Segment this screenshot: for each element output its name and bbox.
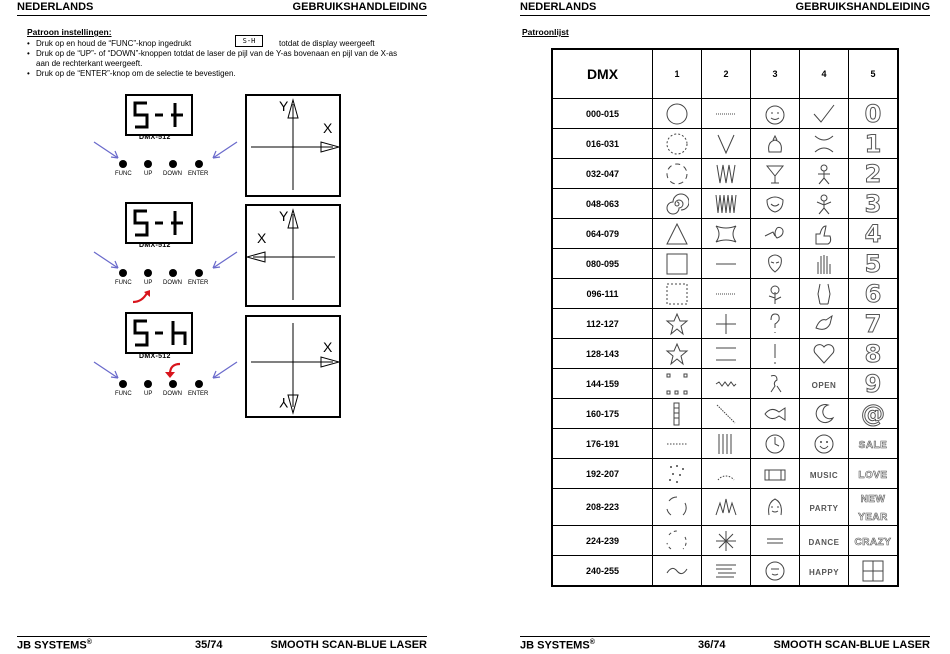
pattern-cell: [751, 339, 800, 369]
model-label-2: DMX-512: [139, 242, 171, 249]
axis-icon: [247, 206, 339, 305]
pattern-icon: [812, 102, 836, 126]
section-title: Patroon instellingen:: [27, 27, 112, 37]
btn-label-func: FUNC: [115, 280, 132, 286]
pattern-icon: [665, 462, 689, 486]
header-rule: [17, 15, 427, 16]
btn-label-enter: ENTER: [188, 391, 209, 397]
pattern-icon: [714, 495, 738, 519]
left-page: NEDERLANDS GEBRUIKSHANDLEIDING Patroon instellingen: • Druk op en houd de “FUNC”-knop ingedrukt totdat de display weergeeft S-H • Druk op de “UP”- of “DOWN”-knoppen totdat de laser de pijl van de Y-as bovenaan en pijl van de X-as aan de rechterkant weergeeft. • Druk op de “ENTER”-knop om de selectie te bevestigen. DMX-512 FUNC UP DOWN ENTER Y X DMX-512 FUNC UP DOWN ENTER Y X DMX-512 FUNC UP DOWN ENTER Y X JB SYSTEMS® 35/74 SMOOTH SCAN-BLUE LASER: [17, 1, 427, 652]
led-down[interactable]: [169, 380, 177, 388]
pattern-icon: [714, 462, 738, 486]
pattern-icon: [763, 102, 787, 126]
range-cell: 000-015: [552, 99, 653, 129]
page-footer: [17, 639, 427, 653]
table-row: [552, 489, 898, 526]
header-cell: 5: [849, 49, 899, 99]
pattern-icon: [763, 342, 787, 366]
pattern-cell: [800, 399, 849, 429]
header-manual: GEBRUIKSHANDLEIDING: [795, 1, 930, 13]
pattern-cell: [800, 99, 849, 129]
pattern-table: [551, 48, 899, 587]
pattern-icon: [812, 222, 836, 246]
pattern-text: 3: [864, 189, 882, 218]
arrow-icon: [92, 140, 132, 162]
pattern-icon: [763, 462, 787, 486]
pattern-cell: [800, 369, 849, 399]
pattern-text: 8: [864, 339, 882, 368]
bullet-2-line2: aan de rechterkant weergeeft.: [36, 59, 143, 68]
pattern-cell: [751, 526, 800, 556]
pattern-cell: [702, 369, 751, 399]
footer-product: SMOOTH SCAN-BLUE LASER: [773, 639, 930, 651]
pattern-icon: [763, 559, 787, 583]
curved-arrow-icon: [130, 288, 154, 304]
pattern-text: OPEN: [811, 380, 837, 390]
footer-rule: [17, 636, 427, 637]
pattern-cell: [653, 369, 702, 399]
pattern-cell: [702, 249, 751, 279]
range-cell: 240-255: [552, 556, 653, 587]
header-manual: GEBRUIKSHANDLEIDING: [292, 1, 427, 13]
led-enter[interactable]: [195, 380, 203, 388]
pattern-icon: [714, 102, 738, 126]
pattern-cell: [653, 219, 702, 249]
pattern-icon: [763, 372, 787, 396]
pattern-text: 5: [864, 249, 882, 278]
pattern-cell: [751, 219, 800, 249]
led-enter[interactable]: [195, 269, 203, 277]
header-cell: 4: [800, 49, 849, 99]
axis-label-x: X: [323, 339, 333, 355]
btn-label-down: DOWN: [163, 280, 182, 286]
footer-brand: JB SYSTEMS®: [17, 639, 92, 652]
header-cell: 3: [751, 49, 800, 99]
pattern-cell: [751, 429, 800, 459]
pattern-text: CRAZY: [854, 536, 892, 548]
pattern-cell: [751, 489, 800, 526]
display-1: [125, 94, 193, 136]
pattern-icon: [763, 432, 787, 456]
model-label-1: DMX-512: [139, 134, 171, 141]
pattern-cell: [849, 459, 899, 489]
pattern-text: 0: [864, 99, 882, 128]
pattern-icon: [714, 282, 738, 306]
pattern-icon: [763, 222, 787, 246]
table-row: [552, 159, 898, 189]
table-row: [552, 526, 898, 556]
pattern-icon: [763, 282, 787, 306]
pattern-icon: [665, 432, 689, 456]
pattern-icon: [861, 559, 885, 583]
range-cell: 176-191: [552, 429, 653, 459]
footer-product: SMOOTH SCAN-BLUE LASER: [270, 639, 427, 651]
pattern-text: 2: [864, 159, 882, 188]
pattern-cell: [653, 99, 702, 129]
pattern-cell: [702, 279, 751, 309]
btn-label-up: UP: [144, 391, 153, 397]
pattern-cell: [800, 159, 849, 189]
table-row: [552, 129, 898, 159]
pattern-text: LOVE: [858, 469, 888, 481]
pattern-cell: [800, 219, 849, 249]
axis-label-y: Y: [279, 208, 289, 224]
pattern-cell: [702, 399, 751, 429]
pattern-text: @: [861, 399, 885, 428]
footer-page-number: 35/74: [195, 639, 223, 651]
pattern-icon: [714, 402, 738, 426]
pattern-cell: [653, 429, 702, 459]
axis-diagram-1: [245, 94, 341, 197]
pattern-cell: [653, 556, 702, 587]
btn-label-func: FUNC: [115, 391, 132, 397]
pattern-icon: [665, 402, 689, 426]
arrow-icon: [199, 250, 239, 272]
bullet-2-line1: Druk op de “UP”- of “DOWN”-knoppen totdat de laser de pijl van de Y-as bovenaan en pijl van de X-as: [36, 49, 398, 58]
btn-label-up: UP: [144, 280, 153, 286]
pattern-icon: [665, 222, 689, 246]
pattern-icon: [812, 402, 836, 426]
pattern-icon: [763, 402, 787, 426]
btn-label-enter: ENTER: [188, 280, 209, 286]
pattern-text: 9: [864, 369, 882, 398]
pattern-cell: [702, 489, 751, 526]
range-cell: 192-207: [552, 459, 653, 489]
pattern-cell: [653, 526, 702, 556]
pattern-icon: [812, 132, 836, 156]
btn-label-func: FUNC: [115, 171, 132, 177]
pattern-cell: [849, 399, 899, 429]
header-cell: 1: [653, 49, 702, 99]
range-cell: 160-175: [552, 399, 653, 429]
table-row: [552, 99, 898, 129]
pattern-icon: [714, 132, 738, 156]
pattern-icon: [714, 529, 738, 553]
range-cell: 048-063: [552, 189, 653, 219]
pattern-cell: [751, 309, 800, 339]
axis-label-y: Y: [279, 98, 289, 114]
pattern-icon: [714, 192, 738, 216]
range-cell: 016-031: [552, 129, 653, 159]
seven-seg-icon: [127, 204, 191, 242]
pattern-text: NEW YEAR: [858, 494, 888, 523]
pattern-cell: [849, 556, 899, 587]
header-cell: DMX: [552, 49, 653, 99]
pattern-icon: [714, 432, 738, 456]
pattern-cell: [702, 556, 751, 587]
pattern-cell: [800, 129, 849, 159]
axis-label-x: X: [257, 230, 267, 246]
pattern-cell: [800, 279, 849, 309]
pattern-icon: [665, 372, 689, 396]
table-row: [552, 556, 898, 587]
pattern-icon: [714, 162, 738, 186]
pattern-cell: [751, 129, 800, 159]
range-cell: 128-143: [552, 339, 653, 369]
pattern-cell: [653, 459, 702, 489]
pattern-icon: [812, 342, 836, 366]
pattern-icon: [812, 252, 836, 276]
footer-brand: JB SYSTEMS®: [520, 639, 595, 652]
pattern-cell: [849, 489, 899, 526]
pattern-text: MUSIC: [809, 470, 839, 480]
arrow-icon: [92, 360, 132, 382]
pattern-icon: [665, 252, 689, 276]
btn-label-up: UP: [144, 171, 153, 177]
range-cell: 208-223: [552, 489, 653, 526]
pattern-cell: [702, 99, 751, 129]
range-cell: 144-159: [552, 369, 653, 399]
pattern-cell: [751, 556, 800, 587]
pattern-cell: [849, 309, 899, 339]
pattern-cell: [653, 279, 702, 309]
btn-label-down: DOWN: [163, 391, 182, 397]
axis-icon: [247, 96, 339, 195]
pattern-icon: [763, 495, 787, 519]
axis-diagram-3: [245, 315, 341, 418]
pattern-cell: [653, 159, 702, 189]
pattern-cell: [849, 219, 899, 249]
table-row: [552, 249, 898, 279]
pattern-cell: [702, 309, 751, 339]
range-cell: 224-239: [552, 526, 653, 556]
seven-seg-icon: [127, 96, 191, 134]
footer-rule: [520, 636, 930, 637]
pattern-cell: [849, 526, 899, 556]
pattern-icon: [665, 102, 689, 126]
pattern-text: PARTY: [809, 504, 839, 513]
pattern-icon: [812, 282, 836, 306]
axis-diagram-2: [245, 204, 341, 307]
pattern-icon: [665, 132, 689, 156]
axis-label-y: Y: [279, 395, 289, 411]
arrow-icon: [199, 360, 239, 382]
table-row: [552, 189, 898, 219]
table-row: [552, 279, 898, 309]
led-up[interactable]: [144, 160, 152, 168]
seven-seg-icon: [127, 314, 191, 352]
pattern-icon: [812, 432, 836, 456]
pattern-cell: [751, 459, 800, 489]
pattern-icon: [665, 162, 689, 186]
led-func[interactable]: [119, 380, 127, 388]
pattern-text: 6: [864, 279, 882, 308]
axis-label-x: X: [323, 120, 333, 136]
led-func[interactable]: [119, 160, 127, 168]
display-3: [125, 312, 193, 354]
range-cell: 096-111: [552, 279, 653, 309]
pattern-cell: [653, 339, 702, 369]
pattern-cell: [653, 489, 702, 526]
pattern-icon: [763, 529, 787, 553]
pattern-table-body: [552, 99, 898, 587]
table-header-row: [552, 49, 898, 99]
pattern-icon: [665, 495, 689, 519]
display-2: [125, 202, 193, 244]
pattern-cell: [751, 279, 800, 309]
pattern-cell: [751, 249, 800, 279]
pattern-cell: [800, 489, 849, 526]
bullet-3-text: Druk op de “ENTER”-knop om de selectie te bevestigen.: [36, 69, 236, 78]
pattern-cell: [653, 249, 702, 279]
table-row: [552, 429, 898, 459]
pattern-cell: [751, 99, 800, 129]
pattern-icon: [665, 342, 689, 366]
pattern-cell: [702, 129, 751, 159]
header-language: NEDERLANDS: [17, 1, 94, 13]
header-cell: 2: [702, 49, 751, 99]
header-rule: [520, 15, 930, 16]
table-row: [552, 219, 898, 249]
pattern-text: SALE: [858, 439, 888, 451]
table-row: [552, 399, 898, 429]
pattern-icon: [763, 132, 787, 156]
curved-arrow-icon: [162, 362, 184, 378]
pattern-cell: [800, 459, 849, 489]
arrow-icon: [199, 140, 239, 162]
btn-label-enter: ENTER: [188, 171, 209, 177]
pattern-cell: [800, 249, 849, 279]
led-up[interactable]: [144, 380, 152, 388]
footer-page-number: 36/74: [698, 639, 726, 651]
pattern-cell: [800, 526, 849, 556]
page-header: [17, 1, 427, 15]
pattern-text: 1: [864, 129, 882, 158]
pattern-cell: [653, 399, 702, 429]
table-row: [552, 339, 898, 369]
page-header: [520, 1, 930, 15]
pattern-cell: [849, 369, 899, 399]
model-label-3: DMX-512: [139, 353, 171, 360]
bullet-1-text-before: Druk op en houd de “FUNC”-knop ingedrukt: [36, 39, 192, 48]
pattern-cell: [849, 249, 899, 279]
pattern-icon: [665, 282, 689, 306]
header-language: NEDERLANDS: [520, 1, 597, 13]
pattern-cell: [800, 339, 849, 369]
pattern-icon: [812, 192, 836, 216]
pattern-icon: [714, 372, 738, 396]
section-title: Patroonlijst: [522, 27, 569, 37]
pattern-cell: [702, 526, 751, 556]
pattern-cell: [702, 459, 751, 489]
pattern-cell: [800, 429, 849, 459]
pattern-cell: [702, 339, 751, 369]
pattern-cell: [751, 159, 800, 189]
pattern-text: DANCE: [808, 537, 840, 547]
axis-icon: [247, 317, 339, 416]
range-cell: 080-095: [552, 249, 653, 279]
pattern-cell: [702, 159, 751, 189]
pattern-icon: [812, 162, 836, 186]
pattern-icon: [714, 342, 738, 366]
pattern-icon: [763, 312, 787, 336]
pattern-icon: [763, 162, 787, 186]
led-down[interactable]: [169, 269, 177, 277]
pattern-cell: [800, 309, 849, 339]
pattern-cell: [702, 429, 751, 459]
inline-display-icon: S-H: [235, 35, 263, 47]
pattern-cell: [653, 129, 702, 159]
pattern-icon: [665, 192, 689, 216]
pattern-cell: [849, 279, 899, 309]
table-row: [552, 309, 898, 339]
led-func[interactable]: [119, 269, 127, 277]
pattern-text: 7: [864, 309, 882, 338]
pattern-cell: [849, 429, 899, 459]
pattern-cell: [751, 369, 800, 399]
pattern-text: HAPPY: [808, 567, 840, 577]
pattern-icon: [665, 312, 689, 336]
arrow-icon: [92, 250, 132, 272]
pattern-cell: [849, 99, 899, 129]
pattern-icon: [812, 312, 836, 336]
pattern-cell: [702, 189, 751, 219]
pattern-icon: [763, 192, 787, 216]
pattern-cell: [849, 189, 899, 219]
pattern-cell: [653, 189, 702, 219]
range-cell: 064-079: [552, 219, 653, 249]
table-row: [552, 369, 898, 399]
pattern-icon: [763, 252, 787, 276]
page-footer: [520, 639, 930, 653]
pattern-icon: [665, 529, 689, 553]
led-down[interactable]: [169, 160, 177, 168]
pattern-cell: [751, 189, 800, 219]
pattern-icon: [665, 559, 689, 583]
pattern-icon: [714, 312, 738, 336]
bullet-1-text-after: totdat de display weergeeft: [279, 39, 375, 48]
pattern-icon: [714, 559, 738, 583]
btn-label-down: DOWN: [163, 171, 182, 177]
pattern-cell: [849, 339, 899, 369]
range-cell: 112-127: [552, 309, 653, 339]
table-row: [552, 459, 898, 489]
pattern-cell: [849, 159, 899, 189]
range-cell: 032-047: [552, 159, 653, 189]
pattern-cell: [751, 399, 800, 429]
right-page: [520, 0, 930, 654]
led-enter[interactable]: [195, 160, 203, 168]
pattern-icon: [714, 252, 738, 276]
pattern-cell: [653, 309, 702, 339]
pattern-cell: [800, 556, 849, 587]
pattern-cell: [800, 189, 849, 219]
pattern-cell: [702, 219, 751, 249]
pattern-icon: [714, 222, 738, 246]
pattern-cell: [849, 129, 899, 159]
pattern-text: 4: [864, 219, 882, 248]
led-up[interactable]: [144, 269, 152, 277]
